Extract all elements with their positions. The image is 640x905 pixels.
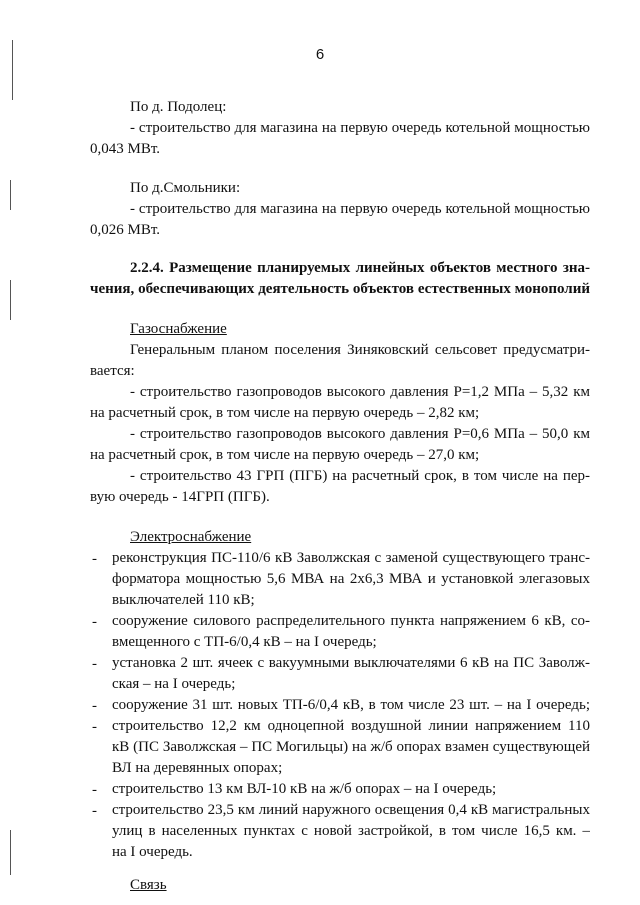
scan-edge-mark <box>10 180 11 210</box>
power-item2-line2: вмещенного с ТП-6/0,4 кВ – на I очередь; <box>112 634 377 650</box>
scan-edge-mark <box>10 830 11 875</box>
smolniki-line2: 0,026 МВт. <box>90 222 161 238</box>
comms-heading: Связь <box>130 877 167 893</box>
power-item7-line2: улиц в населенных пунктах с новой застройкой, в том числе 16,5 км. – <box>112 823 590 839</box>
smolniki-line1: - строительство для магазина на первую очередь котельной мощностью <box>130 201 590 217</box>
power-item6-line1: строительство 13 км ВЛ-10 кВ на ж/б опорах – на I очередь; <box>112 781 497 797</box>
power-item1-line2: форматора мощностью 5,6 МВА на 2х6,3 МВА и установкой элегазовых <box>112 571 590 587</box>
gas-item1-line1: - строительство газопроводов высокого давления Р=1,2 МПа – 5,32 км <box>130 384 590 400</box>
power-item5-line3: ВЛ на деревянных опорах; <box>112 760 283 776</box>
list-bullet: - <box>92 656 97 672</box>
list-bullet: - <box>92 614 97 630</box>
podolets-line2: 0,043 МВт. <box>90 141 161 157</box>
list-bullet: - <box>92 551 97 567</box>
gas-item1-line2: на расчетный срок, в том числе на первую очередь – 2,82 км; <box>90 405 480 421</box>
gas-item3-line2: вую очередь - 14ГРП (ПГБ). <box>90 489 270 505</box>
smolniki-heading: По д.Смольники: <box>130 180 241 196</box>
gas-item2-line1: - строительство газопроводов высокого давления Р=0,6 МПа – 50,0 км <box>130 426 590 442</box>
gas-intro-line2: вается: <box>90 363 135 379</box>
power-item5-line1: строительство 12,2 км одноцепной воздушной линии напряжением 110 <box>112 718 590 734</box>
gas-item3-line1: - строительство 43 ГРП (ПГБ) на расчетный срок, в том числе на пер- <box>130 468 590 484</box>
power-heading: Электроснабжение <box>130 529 252 545</box>
power-item1-line3: выключателей 110 кВ; <box>112 592 255 608</box>
list-bullet: - <box>92 698 97 714</box>
power-item7-line3: на I очередь. <box>112 844 193 860</box>
list-bullet: - <box>92 782 97 798</box>
list-bullet: - <box>92 719 97 735</box>
power-item3-line1: установка 2 шт. ячеек с вакуумными выключателями 6 кВ на ПС Заволж- <box>112 655 590 671</box>
list-bullet: - <box>92 803 97 819</box>
page-number: 6 <box>315 46 325 63</box>
gas-item2-line2: на расчетный срок, в том числе на первую очередь – 27,0 км; <box>90 447 480 463</box>
section-title-line1: 2.2.4. Размещение планируемых линейных объектов местного зна- <box>130 260 590 276</box>
podolets-heading: По д. Подолец: <box>130 99 227 115</box>
section-title-line2: чения, обеспечивающих деятельность объектов естественных монополий <box>90 281 590 297</box>
power-item4-line1: сооружение 31 шт. новых ТП-6/0,4 кВ, в том числе 23 шт. – на I очередь; <box>112 697 590 713</box>
power-item1-line1: реконструкция ПС-110/6 кВ Заволжская с заменой существующего транс- <box>112 550 590 566</box>
podolets-line1: - строительство для магазина на первую очередь котельной мощностью <box>130 120 590 136</box>
power-item2-line1: сооружение силового распределительного пункта напряжением 6 кВ, со- <box>112 613 590 629</box>
gas-heading: Газоснабжение <box>130 321 227 337</box>
power-item7-line1: строительство 23,5 км линий наружного освещения 0,4 кВ магистральных <box>112 802 590 818</box>
scan-edge-mark <box>10 280 11 320</box>
power-item5-line2: кВ (ПС Заволжская – ПС Могильцы) на ж/б опорах взамен существующей <box>112 739 590 755</box>
gas-intro-line1: Генеральным планом поселения Зиняковский сельсовет предусматри- <box>130 342 590 358</box>
power-item3-line2: ская – на I очередь; <box>112 676 236 692</box>
